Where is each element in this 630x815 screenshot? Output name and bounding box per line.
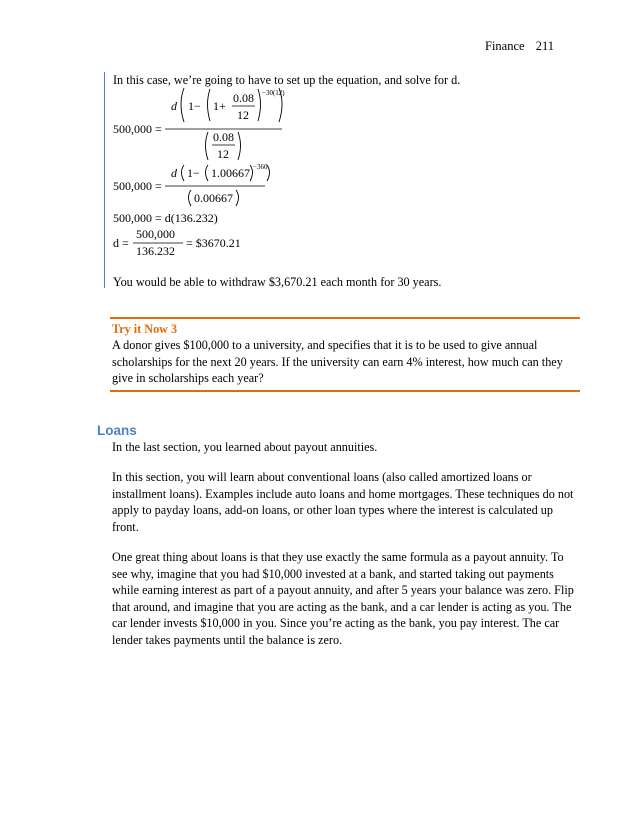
eq1-den-paren-left [206,132,209,160]
eq1-den-periods: 12 [217,147,229,161]
example-conclusion: You would be able to withdraw $3,670.21 each month for 30 years. [113,275,442,289]
eq2-outer-paren-left [182,165,185,181]
eq1-outer-paren-left [181,88,184,122]
eq1-den-paren-right [238,132,241,160]
eq1-exponent: −30(12) [262,89,285,97]
eq1-den-rate: 0.08 [213,130,234,144]
eq2-den-paren-right [236,190,239,206]
loans-section [112,439,578,662]
eq1-inner-paren-right [258,89,261,121]
eq1-inner-paren-left [208,89,211,121]
eq4-numerator: 500,000 [136,227,175,241]
example-solution [104,72,465,288]
try-it-text: A donor gives $100,000 to a university, and specifies that it is to be used to give annual scholarships for the next 20 years. If the university can earn 4% interest, how much can they give in scholarships each year? [112,338,563,386]
eq1-d: d [171,99,177,113]
example-intro: In this case, we’re going to have to set up the equation, and solve for d. [113,73,461,87]
eq2-exponent: −360 [253,163,268,171]
eq1-rate-den: 12 [237,108,249,122]
eq3: 500,000 = d(136.232) [113,211,218,225]
eq2-growth: 1.00667 [211,166,250,180]
try-it-now-box [110,317,580,392]
eq1-lhs: 500,000 = [113,122,162,136]
page-header [485,38,554,55]
eq2-lhs: 500,000 = [113,179,162,193]
eq1-one-plus: 1+ [213,99,226,113]
eq2-inner-paren-left [206,165,209,181]
try-it-title: Try it Now 3 [112,322,178,336]
eq2-den-rate: 0.00667 [194,191,233,205]
eq2-d: d [171,166,177,180]
loans-paragraph-3: One great thing about loans is that they use exactly the same formula as a payout annuity. To see why, imagine that you had $10,000 invested at a bank, and started taking out payments while earning interest as part of a payout annuity, and after 5 years your balance was zero. Flip that around, and imagine that you are acting as the bank, and a car lender is acting as you. The car lender invests $10,000 in you. Since you’re acting as the bank, you pay interest. The car lender takes payments until the balance is zero. [112,550,574,647]
eq4-lhs: d = [113,236,129,250]
eq4-answer: = $3670.21 [186,236,241,250]
eq2-den-paren-left [189,190,192,206]
page-number: 211 [535,39,554,53]
eq1-rate-num: 0.08 [233,91,254,105]
loans-paragraph-2: In this section, you will learn about conventional loans (also called amortized loans or installment loans). Examples include auto loans and home mortgages. These techniques do not apply to payday loans, add-on loans, or other loan types where the interest is calculated up front. [112,470,574,534]
running-head: Finance [485,39,525,53]
section-heading-loans: Loans [97,423,137,438]
equation-steps [105,72,465,272]
eq2-one-minus: 1− [187,166,200,180]
eq4-denominator: 136.232 [136,244,175,258]
loans-paragraph-1: In the last section, you learned about payout annuities. [112,440,378,454]
eq1-one-minus: 1− [188,99,201,113]
